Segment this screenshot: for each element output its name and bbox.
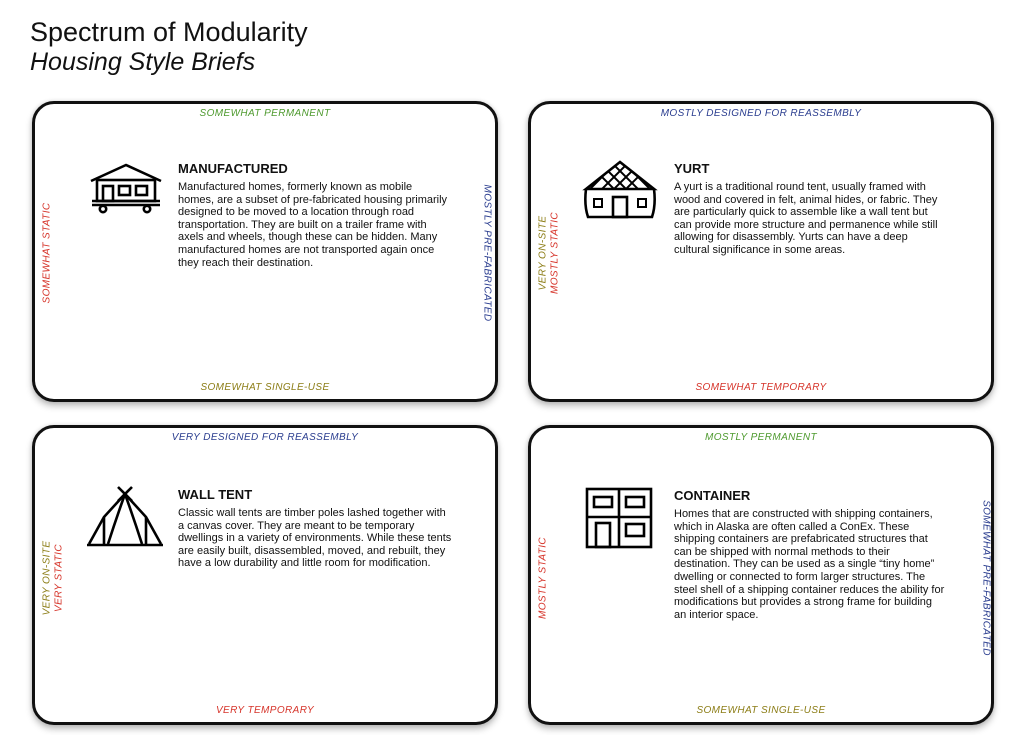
card-bottom-label: VERY TEMPORARY bbox=[215, 705, 315, 716]
yurt-icon bbox=[580, 159, 660, 226]
card-description: Classic wall tents are timber poles lashed together with a canvas cover. They are meant to be temporary dwellings in a variety of environments. While these tents are easily built, disassembled, moved, and rebuilt, they have a low durability and little room for modification. bbox=[178, 507, 452, 570]
manufactured-card bbox=[32, 101, 498, 402]
card-description: Homes that are constructed with shipping containers, which in Alaska are often called a ConEx. These shipping containers are prefabricated structures that can be shipped with normal methods to their destination. They can be used as a single “tiny home” dwelling or connected to form larger structures. The steel shell of a shipping container reduces the ability for modifications but provides a strong frame for building an interior space. bbox=[674, 508, 945, 621]
card-top-label: SOMEWHAT PERMANENT bbox=[199, 108, 331, 119]
card-title: YURT bbox=[674, 161, 710, 176]
yurt-card bbox=[528, 101, 994, 402]
card-bottom-label: SOMEWHAT SINGLE-USE bbox=[696, 705, 826, 716]
card-description: Manufactured homes, formerly known as mobile homes, are a subset of pre-fabricated housing primarily designed to be moved to a location through road transportation. They are built on a trailer frame with axels and wheels, though these can be hidden. Many manufactured homes are not transported again once they reach their destination. bbox=[178, 181, 448, 269]
card-right-label: SOMEWHAT PRE-FABRICATED bbox=[980, 500, 992, 656]
card-left-label-primary: VERY ON-SITE bbox=[41, 540, 53, 616]
card-left-label: SOMEWHAT STATIC bbox=[41, 202, 53, 304]
wall-tent-icon bbox=[84, 484, 166, 555]
card-left-label-secondary: VERY STATIC bbox=[53, 544, 65, 612]
card-left-label-secondary: MOSTLY STATIC bbox=[549, 211, 561, 295]
page-subtitle: Housing Style Briefs bbox=[30, 48, 256, 76]
container-card bbox=[528, 425, 994, 725]
card-bottom-label: SOMEWHAT SINGLE-USE bbox=[200, 382, 330, 393]
card-top-label: MOSTLY PERMANENT bbox=[705, 432, 817, 443]
card-description: A yurt is a traditional round tent, usually framed with wood and covered in felt, animal hides, or fabric. They are particularly quick to assemble like a wall tent but can provide more structure and permanence while still allowing for disassembly. Yurts can have a deep cultural significance in some areas. bbox=[674, 181, 938, 256]
card-title: MANUFACTURED bbox=[178, 161, 288, 176]
page-title: Spectrum of Modularity bbox=[30, 17, 308, 47]
wall-tent-card bbox=[32, 425, 498, 725]
card-bottom-label: SOMEWHAT TEMPORARY bbox=[695, 382, 827, 393]
card-left-label: MOSTLY STATIC bbox=[537, 536, 549, 620]
card-left-label-primary: VERY ON-SITE bbox=[537, 215, 549, 291]
card-top-label: MOSTLY DESIGNED FOR REASSEMBLY bbox=[660, 108, 862, 119]
card-top-label: VERY DESIGNED FOR REASSEMBLY bbox=[171, 432, 359, 443]
mobile-home-icon bbox=[88, 162, 164, 219]
card-right-label: MOSTLY PRE-FABRICATED bbox=[481, 184, 493, 322]
card-title: WALL TENT bbox=[178, 487, 253, 502]
shipping-container-icon bbox=[585, 487, 653, 554]
card-title: CONTAINER bbox=[674, 488, 751, 503]
